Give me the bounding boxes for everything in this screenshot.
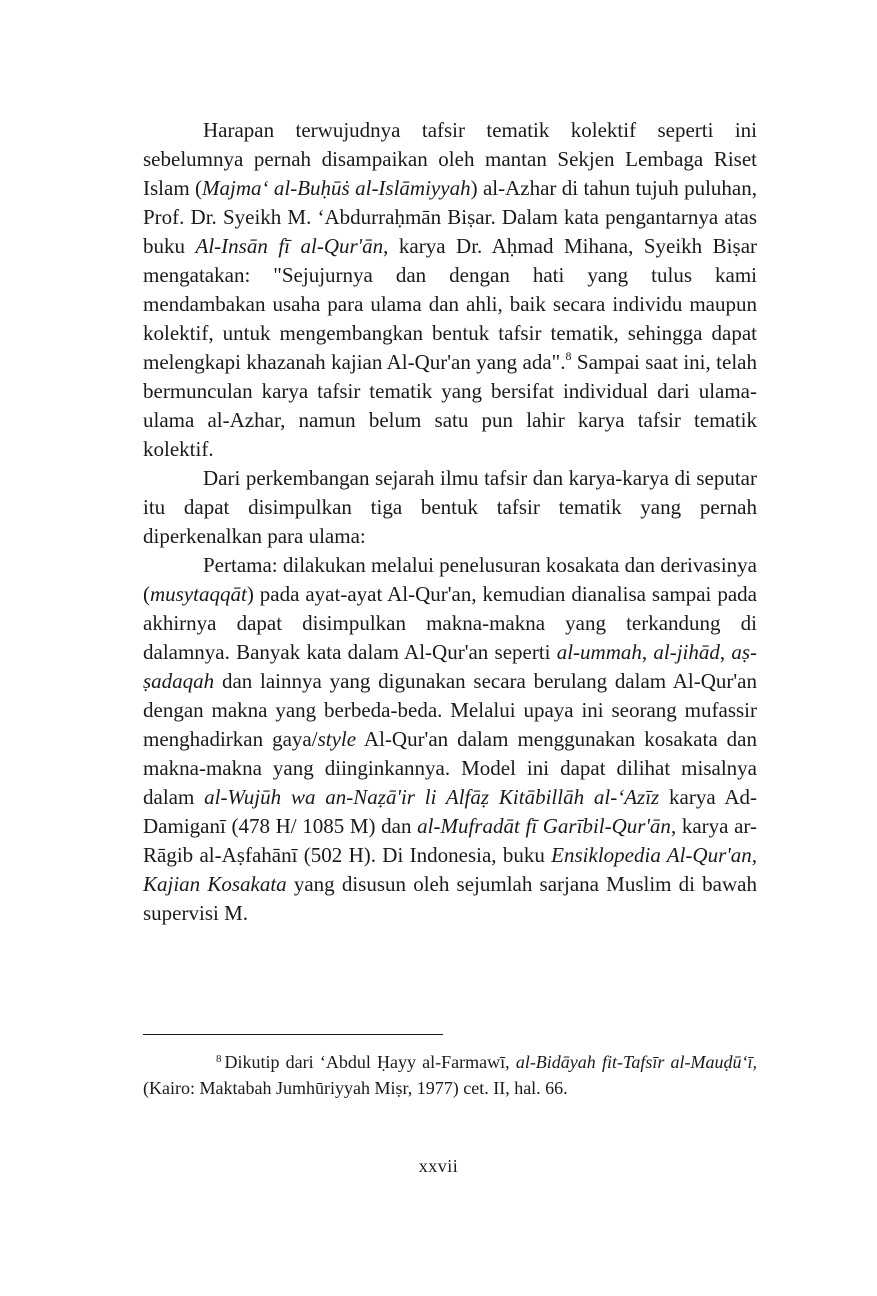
footnote-reference: 8 — [565, 349, 572, 363]
italic-title: al-Mufradāt fī Garībil-Qur'ān — [417, 814, 671, 838]
paragraph-3 — [143, 551, 757, 928]
footnote-text — [143, 1052, 757, 1098]
italic-title: al-Wujūh wa an-Naẓā'ir li Alfāẓ Kitābillāh al-‘Azīz — [204, 785, 660, 809]
text-run: Sampai saat ini, telah bermunculan karya tafsir tematik yang bersifat individual dari ulama-ulama al-Azhar, namun belum satu pun lahir karya tafsir tematik kolektif. — [143, 350, 757, 461]
paragraph-1 — [143, 116, 757, 464]
text-run: Dikutip dari ‘Abdul Ḥayy al-Farmawī, — [224, 1052, 516, 1072]
italic-title: aṣ-ṣadaqah — [143, 640, 758, 693]
footnote-separator — [143, 1034, 443, 1035]
text-run: Harapan terwujudnya tafsir tematik kolektif seperti ini sebelumnya pernah disampaikan oleh mantan Sekjen Lembaga Riset Islam ( — [143, 118, 757, 200]
text-run: , — [719, 640, 732, 664]
text-run: dan lainnya yang digunakan secara berulang dalam Al-Qur'an dengan makna yang berbeda-beda. Melalui upaya ini seorang mufassir menghadirkan gaya/ — [143, 669, 757, 751]
text-run: , karya ar-Rāgib al-Aṣfahānī (502 H). Di Indonesia, buku — [143, 814, 757, 867]
italic-title: al-Bidāyah fit-Tafsīr al-Mauḍū‘ī, — [515, 1052, 757, 1072]
footnote — [143, 1046, 757, 1101]
page-number: xxvii — [418, 1156, 459, 1176]
text-run: Dari perkembangan sejarah ilmu tafsir dan karya-karya di seputar itu dapat disimpulkan tiga bentuk tafsir tematik yang pernah diperkenalkan para ulama: — [143, 466, 757, 548]
italic-title: Ensiklopedia Al-Qur'an, Kajian Kosakata — [143, 843, 757, 896]
text-run: , — [641, 640, 654, 664]
text-run: (Kairo: Maktabah Jumhūriyyah Miṣr, 1977) cet. II, hal. 66. — [143, 1078, 568, 1098]
body-text — [143, 116, 757, 928]
italic-title: Al-Insān fī al-Qur'ān — [195, 234, 384, 258]
italic-title: al-jihād — [653, 640, 720, 664]
text-run: Al-Qur'an dalam menggunakan kosakata dan makna-makna yang diinginkannya. Model ini dapat dilihat misalnya dalam — [143, 727, 757, 809]
text-run: ) al-Azhar di tahun tujuh puluhan, Prof. Dr. Syeikh M. ‘Abdurraḥmān Biṣar. Dalam kata pengantarnya atas buku — [143, 176, 757, 258]
paragraph-2 — [143, 464, 757, 551]
footnote-number: 8 — [216, 1053, 222, 1065]
italic-title: al-ummah — [556, 640, 642, 664]
text-run: ) pada ayat-ayat Al-Qur'an, kemudian dianalisa sampai pada akhirnya dapat disimpulkan makna-makna yang terkandung di dalamnya. Banyak kata dalam Al-Qur'an seperti — [143, 582, 757, 664]
italic-title: Majma‘ al-Buḥūṡ al-Islāmiyyah — [202, 176, 471, 200]
italic-title: style — [317, 727, 357, 751]
text-run: Pertama: dilakukan melalui penelusuran kosakata dan derivasinya ( — [143, 553, 757, 606]
italic-title: musytaqqāt — [150, 582, 247, 606]
text-run: yang disusun oleh sejumlah sarjana Muslim di bawah supervisi M. — [143, 872, 757, 925]
text-run: karya Ad-Damiganī (478 H/ 1085 M) dan — [143, 785, 757, 838]
text-run: , karya Dr. Aḥmad Mihana, Syeikh Biṣar mengatakan: "Sejujurnya dan dengan hati yang tulus kami mendambakan usaha para ulama dan ahli, baik secara individu maupun kolektif, untuk mengembangkan bentuk tafsir tematik, sehingga dapat melengkapi khazanah kajian Al-Qur'an yang ada". — [143, 234, 758, 374]
